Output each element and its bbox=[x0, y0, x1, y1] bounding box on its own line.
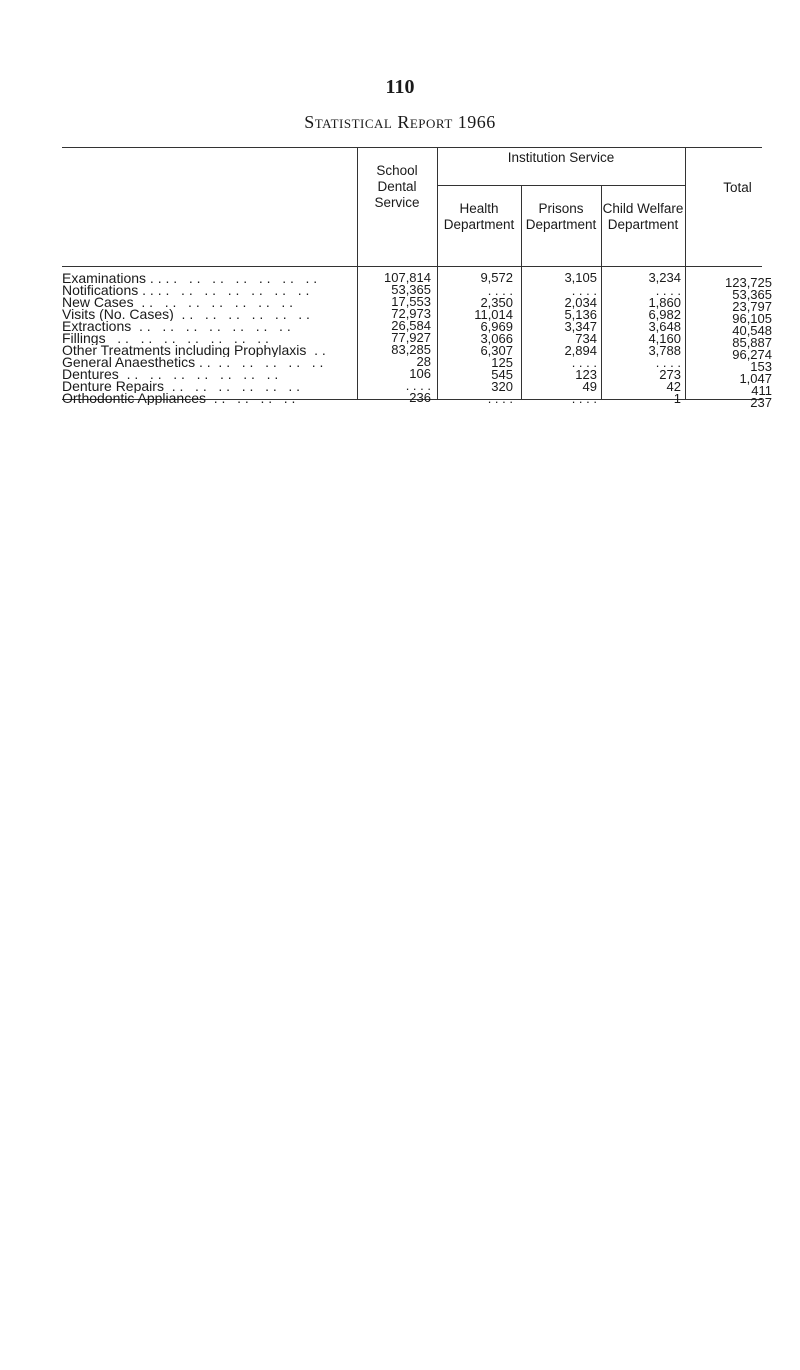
health-value: 6,969 bbox=[480, 319, 513, 334]
leader-dots: . . . . . . . . bbox=[205, 391, 296, 405]
health-value: 2,350 bbox=[480, 295, 513, 310]
health-value: 545 bbox=[491, 367, 513, 382]
school-value: 83,285 bbox=[391, 342, 431, 357]
prisons-value: 734 bbox=[575, 331, 597, 346]
header-line: Child Welfare bbox=[602, 201, 684, 216]
health-value: . . . . bbox=[487, 283, 513, 298]
total-value: 153 bbox=[750, 359, 772, 374]
row-label-text: Denture Repairs bbox=[62, 379, 164, 393]
school-value: 77,927 bbox=[391, 330, 431, 345]
child-welfare-value: 6,982 bbox=[648, 307, 681, 322]
health-department-header bbox=[437, 201, 521, 233]
prisons-value: . . . . bbox=[571, 391, 597, 406]
institution-subheader-rule bbox=[437, 185, 685, 186]
prisons-value: . . . . bbox=[571, 283, 597, 298]
school-value: 236 bbox=[409, 390, 431, 405]
row-label-text: Other Treatments including Prophylaxis bbox=[62, 343, 307, 357]
school-value: . . . . bbox=[405, 378, 431, 393]
leader-dots: . . bbox=[306, 343, 326, 357]
row-label bbox=[62, 391, 352, 405]
child-welfare-value: 3,234 bbox=[648, 270, 681, 285]
prisons-value: 2,034 bbox=[564, 295, 597, 310]
leader-dots: . . . . . . . . . . . . . . bbox=[131, 319, 291, 333]
child-welfare-department-header bbox=[601, 201, 685, 233]
prisons-value: 3,347 bbox=[564, 319, 597, 334]
leader-dots: . . . . . . . . . . . . . . bbox=[105, 331, 269, 345]
school-value: 26,584 bbox=[391, 318, 431, 333]
leader-dots: . . . . . . . . . . bbox=[210, 355, 324, 369]
row-label-text: Dentures bbox=[62, 367, 119, 381]
row-label-text: Notifications . . bbox=[62, 283, 154, 297]
total-value: 96,105 bbox=[732, 311, 772, 326]
health-value: . . . . bbox=[487, 391, 513, 406]
school-value: 53,365 bbox=[391, 282, 431, 297]
leader-dots: . . . . . . . . . . . . bbox=[173, 307, 310, 321]
prisons-value: 5,136 bbox=[564, 307, 597, 322]
total-value: 53,365 bbox=[732, 287, 772, 302]
prisons-value: 3,105 bbox=[564, 270, 597, 285]
header-line: Department bbox=[443, 217, 515, 232]
school-dental-service-header bbox=[357, 163, 437, 211]
health-value: 6,307 bbox=[480, 343, 513, 358]
page-number: 110 bbox=[385, 76, 415, 98]
health-value: 11,014 bbox=[474, 307, 513, 322]
prisons-value: . . . . bbox=[571, 355, 597, 370]
header-line: Service bbox=[374, 195, 420, 210]
child-welfare-value: 1,860 bbox=[648, 295, 681, 310]
child-welfare-value: . . . . bbox=[655, 355, 681, 370]
school-value: 72,973 bbox=[391, 306, 431, 321]
health-value: 125 bbox=[491, 355, 513, 370]
child-welfare-value: 273 bbox=[659, 367, 681, 382]
total-value: 85,887 bbox=[732, 335, 772, 350]
row-label-text: Extractions bbox=[62, 319, 132, 333]
prisons-value: 49 bbox=[582, 379, 597, 394]
row-label-text: Orthodontic Appliances bbox=[62, 391, 206, 405]
header-line: Health bbox=[459, 201, 499, 216]
school-value: 17,553 bbox=[391, 294, 431, 309]
total-value: 96,274 bbox=[732, 347, 772, 362]
header-bottom-rule bbox=[62, 266, 762, 267]
prisons-value: 123 bbox=[575, 367, 597, 382]
child-welfare-value: 4,160 bbox=[648, 331, 681, 346]
total-value: 123,725 bbox=[725, 275, 772, 290]
total-value: 23,797 bbox=[732, 299, 772, 314]
row-label-text: Examinations . . bbox=[62, 271, 162, 285]
total-value: 40,548 bbox=[732, 323, 772, 338]
child-welfare-value: 42 bbox=[666, 379, 681, 394]
health-value: 9,572 bbox=[480, 270, 513, 285]
health-value: 3,066 bbox=[480, 331, 513, 346]
total-value: 237 bbox=[750, 395, 772, 410]
child-welfare-value: 3,788 bbox=[648, 343, 681, 358]
header-line: Department bbox=[525, 217, 597, 232]
prisons-value: 2,894 bbox=[564, 343, 597, 358]
school-value: 107,814 bbox=[384, 270, 431, 285]
child-welfare-value: 3,648 bbox=[648, 319, 681, 334]
child-welfare-value: 1 bbox=[673, 391, 681, 406]
leader-dots: . . . . . . . . . . . . . . bbox=[153, 283, 310, 297]
row-label-text: General Anaesthetics . . bbox=[62, 355, 211, 369]
header-line: Prisons bbox=[538, 201, 584, 216]
total-value: 1,047 bbox=[739, 371, 772, 386]
health-value: 320 bbox=[491, 379, 513, 394]
header-line: Department bbox=[607, 217, 679, 232]
leader-dots: . . . . . . . . . . . . . . bbox=[118, 367, 279, 381]
institution-service-header: Institution Service bbox=[507, 150, 615, 165]
school-value: 28 bbox=[416, 354, 431, 369]
prisons-department-header bbox=[521, 201, 601, 233]
leader-dots: . . . . . . . . . . . . bbox=[163, 379, 301, 393]
report-title: Statistical Report 1966 bbox=[304, 112, 496, 132]
row-label-text: New Cases bbox=[62, 295, 134, 309]
leader-dots: . . . . . . . . . . . . . . bbox=[161, 271, 318, 285]
total-value: 411 bbox=[751, 383, 772, 398]
row-label-text: Fillings bbox=[62, 331, 106, 345]
header-line: School bbox=[376, 163, 418, 178]
header-line: Dental bbox=[377, 179, 417, 194]
total-header: Total bbox=[723, 180, 752, 195]
table-top-rule bbox=[62, 147, 762, 148]
child-welfare-value: . . . . bbox=[655, 283, 681, 298]
school-value: 106 bbox=[409, 366, 431, 381]
leader-dots: . . . . . . . . . . . . . . bbox=[133, 295, 294, 309]
row-label-text: Visits (No. Cases) bbox=[62, 307, 174, 321]
